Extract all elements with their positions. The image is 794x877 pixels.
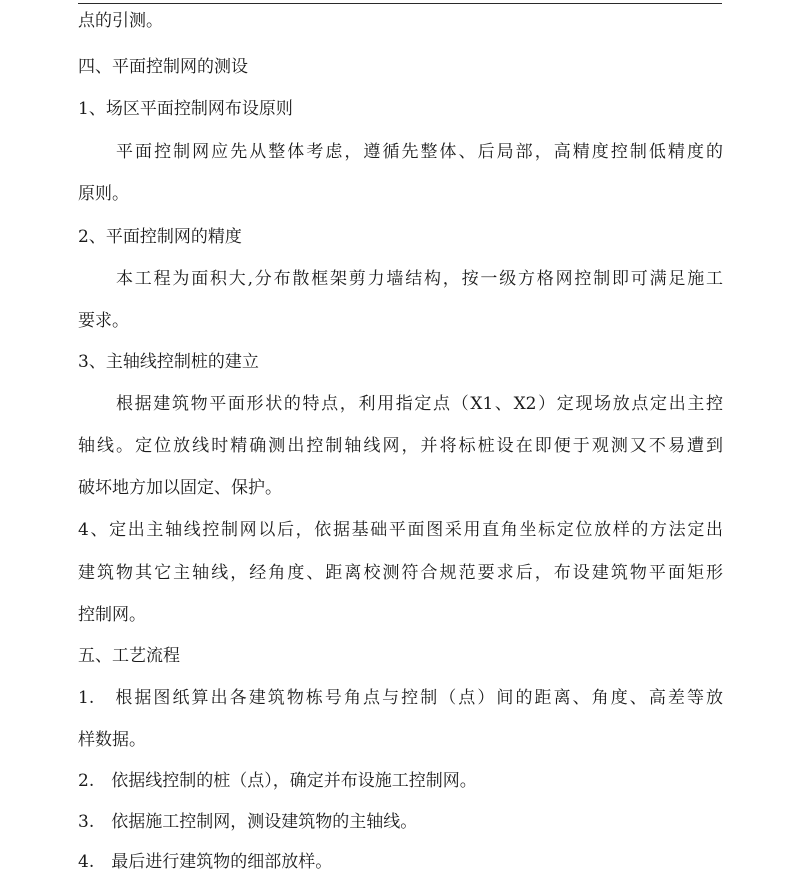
subsection-heading: 2、平面控制网的精度 <box>78 227 242 247</box>
section-heading: 五、工艺流程 <box>78 646 180 666</box>
list-item: 1. 根据图纸算出各建筑物栋号角点与控制（点）间的距离、角度、高差等放 <box>78 688 723 708</box>
text-line: 点的引测。 <box>78 11 163 31</box>
paragraph-line: 破坏地方加以固定、保护。 <box>78 478 282 498</box>
list-item: 4. 最后进行建筑物的细部放样。 <box>78 852 333 872</box>
paragraph-line: 4、定出主轴线控制网以后，依据基础平面图采用直角坐标定位放样的方法定出 <box>78 520 723 540</box>
paragraph-line: 控制网。 <box>78 605 146 625</box>
paragraph-line: 本工程为面积大,分布散框架剪力墙结构，按一级方格网控制即可满足施工 <box>116 269 723 289</box>
paragraph-line: 轴线。定位放线时精确测出控制轴线网，并将标桩设在即便于观测又不易遭到 <box>78 436 723 456</box>
subsection-heading: 1、场区平面控制网布设原则 <box>78 99 293 119</box>
header-rule <box>78 3 722 4</box>
paragraph-line: 平面控制网应先从整体考虑，遵循先整体、后局部，高精度控制低精度的 <box>116 142 723 162</box>
paragraph-line: 根据建筑物平面形状的特点，利用指定点（X1、X2）定现场放点定出主控 <box>116 394 723 414</box>
subsection-heading: 3、主轴线控制桩的建立 <box>78 352 259 372</box>
paragraph-line: 原则。 <box>78 184 129 204</box>
list-item: 2. 依据线控制的桩（点），确定并布设施工控制网。 <box>78 771 477 791</box>
list-item-continuation: 样数据。 <box>78 730 146 750</box>
paragraph-line: 要求。 <box>78 311 129 331</box>
list-item: 3. 依据施工控制网，测设建筑物的主轴线。 <box>78 812 418 832</box>
section-heading: 四、平面控制网的测设 <box>78 57 248 77</box>
paragraph-line: 建筑物其它主轴线，经角度、距离校测符合规范要求后，布设建筑物平面矩形 <box>78 563 723 583</box>
